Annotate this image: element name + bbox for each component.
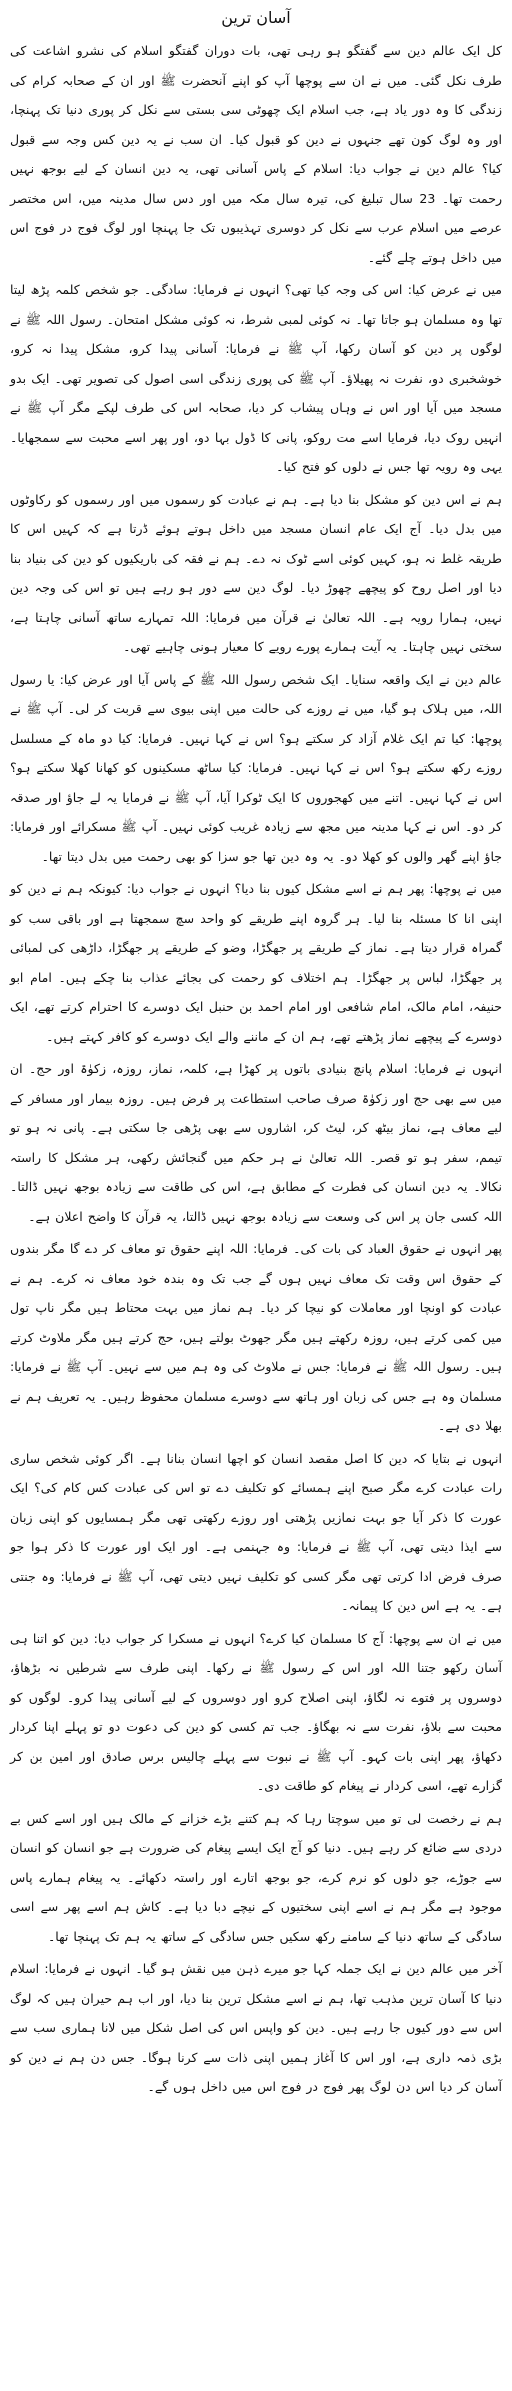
article-paragraph-5: میں نے پوچھا: پھر ہم نے اسے مشکل کیوں بنا دیا؟ انہوں نے جواب دیا: کیونکہ ہم نے دین کو اپنی انا کا مسئلہ بنا لیا۔ ہر گروہ اپنے طریقے کو واحد سچ سمجھتا ہے اور باقی سب کو گمراہ قرار دیتا ہے۔ نماز کے طریقے پر جھگڑا، وضو کے طریقے پر جھگڑا، داڑھی کی لمبائی پر جھگڑا، لباس پر جھگڑا۔ ہم اختلاف کو رحمت کی بجائے عذاب بنا چکے ہیں۔ امام ابو حنیفہ، امام مالک، امام شافعی اور امام احمد بن حنبل ایک دوسرے کا احترام کرتے تھے، ایک دوسرے کے پیچھے نماز پڑھتے تھے، ہم ان کے ماننے والے ایک دوسرے کو کافر کہتے ہیں۔ <box>10 881 502 1044</box>
article-paragraph-1: کل ایک عالم دین سے گفتگو ہو رہی تھی، بات دوران گفتگو اسلام کی نشرو اشاعت کی طرف نکل گئی۔ میں نے ان سے پوچھا آپ کو اپنے آنحضرت ﷺ اور ان کے صحابہ کرام کی زندگی کا وہ دور یاد ہے، جب اسلام ایک چھوٹی سی بستی سے نکل کر پوری دنیا تک پہنچا، اور وہ لوگ کون تھے جنہوں نے دین کو قبول کیا۔ ان سب نے یہ دین کس وجہ سے قبول کیا؟ عالم دین نے جواب دیا: اسلام کے پاس آسانی تھی، یہ دین انسان کے لیے بوجھ نہیں رحمت تھا۔ 23 سال تبلیغ کی، تیرہ سال مکہ میں اور دس سال مدینہ میں، اس مختصر عرصے میں اسلام عرب سے نکل کر دوسری تہذیبوں تک جا پہنچا اور لوگ فوج در فوج اس میں داخل ہوتے چلے گئے۔ <box>10 43 503 265</box>
article-paragraph-7: پھر انہوں نے حقوق العباد کی بات کی۔ فرمایا: اللہ اپنے حقوق تو معاف کر دے گا مگر بندوں کے حقوق اس وقت تک معاف نہیں ہوں گے جب تک وہ بندہ خود معاف نہ کرے۔ ہم نے عبادت کو اونچا اور معاملات کو نیچا کر دیا۔ ہم نماز میں بہت محتاط ہیں مگر ناپ تول میں کمی کرتے ہیں، روزہ رکھتے ہیں مگر جھوٹ بولتے ہیں، حج کرتے ہیں مگر ملاوٹ کرتے ہیں۔ رسول اللہ ﷺ نے فرمایا: جس نے ملاوٹ کی وہ ہم میں سے نہیں۔ آپ ﷺ نے فرمایا: مسلمان وہ ہے جس کی زبان اور ہاتھ سے دوسرے مسلمان محفوظ رہیں۔ یہ تعریف ہم نے بھلا دی ہے۔ <box>10 1241 502 1433</box>
article-paragraph-9: میں نے ان سے پوچھا: آج کا مسلمان کیا کرے؟ انہوں نے مسکرا کر جواب دیا: دین کو اتنا ہی آسان رکھو جتنا اللہ اور اس کے رسول ﷺ نے رکھا۔ اپنی طرف سے شرطیں نہ بڑھاؤ، دوسروں پر فتوے نہ لگاؤ، اپنی اصلاح کرو اور دوسروں کے لیے آسانی پیدا کرو۔ لوگوں کو محبت سے بلاؤ، نفرت سے نہ بھگاؤ۔ جب تم کسی کو دین کی دعوت دو تو پہلے اپنا کردار دکھاؤ، پھر اپنی بات کہو۔ آپ ﷺ نے نبوت سے پہلے چالیس برس صادق اور امین بن کر گزارے تھے، اسی کردار نے پیغام کو طاقت دی۔ <box>10 1630 502 1793</box>
article-paragraph-4: عالم دین نے ایک واقعہ سنایا۔ ایک شخص رسول اللہ ﷺ کے پاس آیا اور عرض کیا: یا رسول اللہ، میں ہلاک ہو گیا، میں نے روزے کی حالت میں اپنی بیوی سے قربت کر لی۔ آپ ﷺ نے پوچھا: کیا تم ایک غلام آزاد کر سکتے ہو؟ اس نے کہا نہیں۔ فرمایا: کیا دو ماہ کے مسلسل روزے رکھ سکتے ہو؟ اس نے کہا نہیں۔ فرمایا: کیا ساٹھ مسکینوں کو کھانا کھلا سکتے ہو؟ اس نے کہا نہیں۔ اتنے میں کھجوروں کا ایک ٹوکرا آیا، آپ ﷺ نے فرمایا یہ لے جاؤ اور صدقہ کر دو۔ اس نے کہا مدینہ میں مجھ سے زیادہ غریب کوئی نہیں۔ آپ ﷺ مسکرائے اور فرمایا: جاؤ اپنے گھر والوں کو کھلا دو۔ یہ وہ دین تھا جو سزا کو بھی رحمت میں بدل دیتا تھا۔ <box>10 671 502 864</box>
article-paragraph-2: میں نے عرض کیا: اس کی وجہ کیا تھی؟ انہوں نے فرمایا: سادگی۔ جو شخص کلمہ پڑھ لیتا تھا وہ مسلمان ہو جاتا تھا۔ نہ کوئی لمبی شرط، نہ کوئی مشکل امتحان۔ رسول اللہ ﷺ نے لوگوں پر دین کو آسان رکھا، آپ ﷺ نے فرمایا: آسانی پیدا کرو، مشکل پیدا نہ کرو، خوشخبری دو، نفرت نہ پھیلاؤ۔ آپ ﷺ کی پوری زندگی اسی اصول کی تصویر تھی۔ ایک بدو مسجد میں آیا اور اس نے وہاں پیشاب کر دیا، صحابہ اس کی طرف لپکے مگر آپ ﷺ نے انہیں روک دیا، فرمایا اسے مت روکو، پانی کا ڈول بہا دو، اور پھر اسے محبت سے سمجھایا۔ یہی وہ رویہ تھا جس نے دلوں کو فتح کیا۔ <box>10 282 502 474</box>
article-paragraph-8: انہوں نے بتایا کہ دین کا اصل مقصد انسان کو اچھا انسان بنانا ہے۔ اگر کوئی شخص ساری رات عبادت کرے مگر صبح اپنے ہمسائے کو تکلیف دے تو اس کی عبادت کس کام کی؟ ایک عورت کا ذکر آیا جو بہت نمازیں پڑھتی اور روزے رکھتی تھی مگر ہمسایوں کو اپنی زبان سے ایذا دیتی تھی، آپ ﷺ نے فرمایا: وہ جہنمی ہے۔ اور ایک اور عورت کا ذکر ہوا جو صرف فرض ادا کرتی تھی مگر کسی کو تکلیف نہیں دیتی تھی، آپ ﷺ نے فرمایا: وہ جنتی ہے۔ یہ ہے اس دین کا پیمانہ۔ <box>10 1450 502 1613</box>
article-paragraph-10: ہم نے رخصت لی تو میں سوچتا رہا کہ ہم کتنے بڑے خزانے کے مالک ہیں اور اسے کس بے دردی سے ضائع کر رہے ہیں۔ دنیا کو آج ایک ایسے پیغام کی ضرورت ہے جو انسان کو انسان سے جوڑے، جو دلوں کو نرم کرے، جو بوجھ اتارے اور راستہ دکھائے۔ یہ پیغام ہمارے پاس موجود ہے مگر ہم نے اسے اپنی سختیوں کے نیچے دبا دیا ہے۔ کاش ہم اسے پھر سے اسی سادگی کے ساتھ دنیا کے سامنے رکھ سکیں جس سادگی کے ساتھ یہ ہم تک پہنچا تھا۔ <box>10 1810 502 1944</box>
article-paragraph-3: ہم نے اس دین کو مشکل بنا دیا ہے۔ ہم نے عبادت کو رسموں میں اور رسموں کو رکاوٹوں میں بدل دیا۔ آج ایک عام انسان مسجد میں داخل ہوتے ہوئے ڈرتا ہے کہ کہیں اس کا طریقہ غلط نہ ہو، کہیں کوئی اسے ٹوک نہ دے۔ ہم نے فقہ کی باریکیوں کو دین کی بنیاد بنا دیا اور اصل روح کو پیچھے چھوڑ دیا۔ لوگ دین سے دور ہو رہے ہیں تو اس کی وجہ دین نہیں، ہمارا رویہ ہے۔ اللہ تعالیٰ نے قرآن میں فرمایا: اللہ تمہارے ساتھ آسانی چاہتا ہے، سختی نہیں چاہتا۔ یہ آیت ہمارے پورے رویے کا معیار ہونی چاہیے تھی۔ <box>10 491 503 654</box>
article-paragraph-11: آخر میں عالم دین نے ایک جملہ کہا جو میرے ذہن میں نقش ہو گیا۔ انہوں نے فرمایا: اسلام دنیا کا آسان ترین مذہب تھا، ہم نے اسے مشکل ترین بنا دیا، اور اب ہم حیران ہیں کہ لوگ اس سے دور کیوں جا رہے ہیں۔ دین کو واپس اس کی اصل شکل میں لانا ہماری سب سے بڑی ذمہ داری ہے، اور اس کا آغاز ہمیں اپنی ذات سے کرنا ہوگا۔ جس دن ہم نے دین کو آسان کر دیا اس دن لوگ پھر فوج در فوج اس میں داخل ہوں گے۔ <box>10 1961 502 2094</box>
article-paragraph-6: انہوں نے فرمایا: اسلام پانچ بنیادی باتوں پر کھڑا ہے، کلمہ، نماز، روزہ، زکوٰۃ اور حج۔ ان میں سے بھی حج اور زکوٰۃ صرف صاحب استطاعت پر فرض ہیں۔ روزہ بیمار اور مسافر کے لیے معاف ہے، نماز بیٹھ کر، لیٹ کر، اشاروں سے بھی پڑھی جا سکتی ہے۔ پانی نہ ہو تو تیمم، سفر ہو تو قصر۔ اللہ تعالیٰ نے ہر حکم میں گنجائش رکھی، ہر مشکل کا راستہ نکالا۔ یہ دین انسان کی فطرت کے مطابق ہے، اس کی طاقت سے زیادہ بوجھ نہیں ڈالتا۔ اللہ کسی جان پر اس کی وسعت سے زیادہ بوجھ نہیں ڈالتا، یہ قرآن کا واضح اعلان ہے۔ <box>10 1061 502 1224</box>
article-title: آسان ترین <box>221 8 291 27</box>
